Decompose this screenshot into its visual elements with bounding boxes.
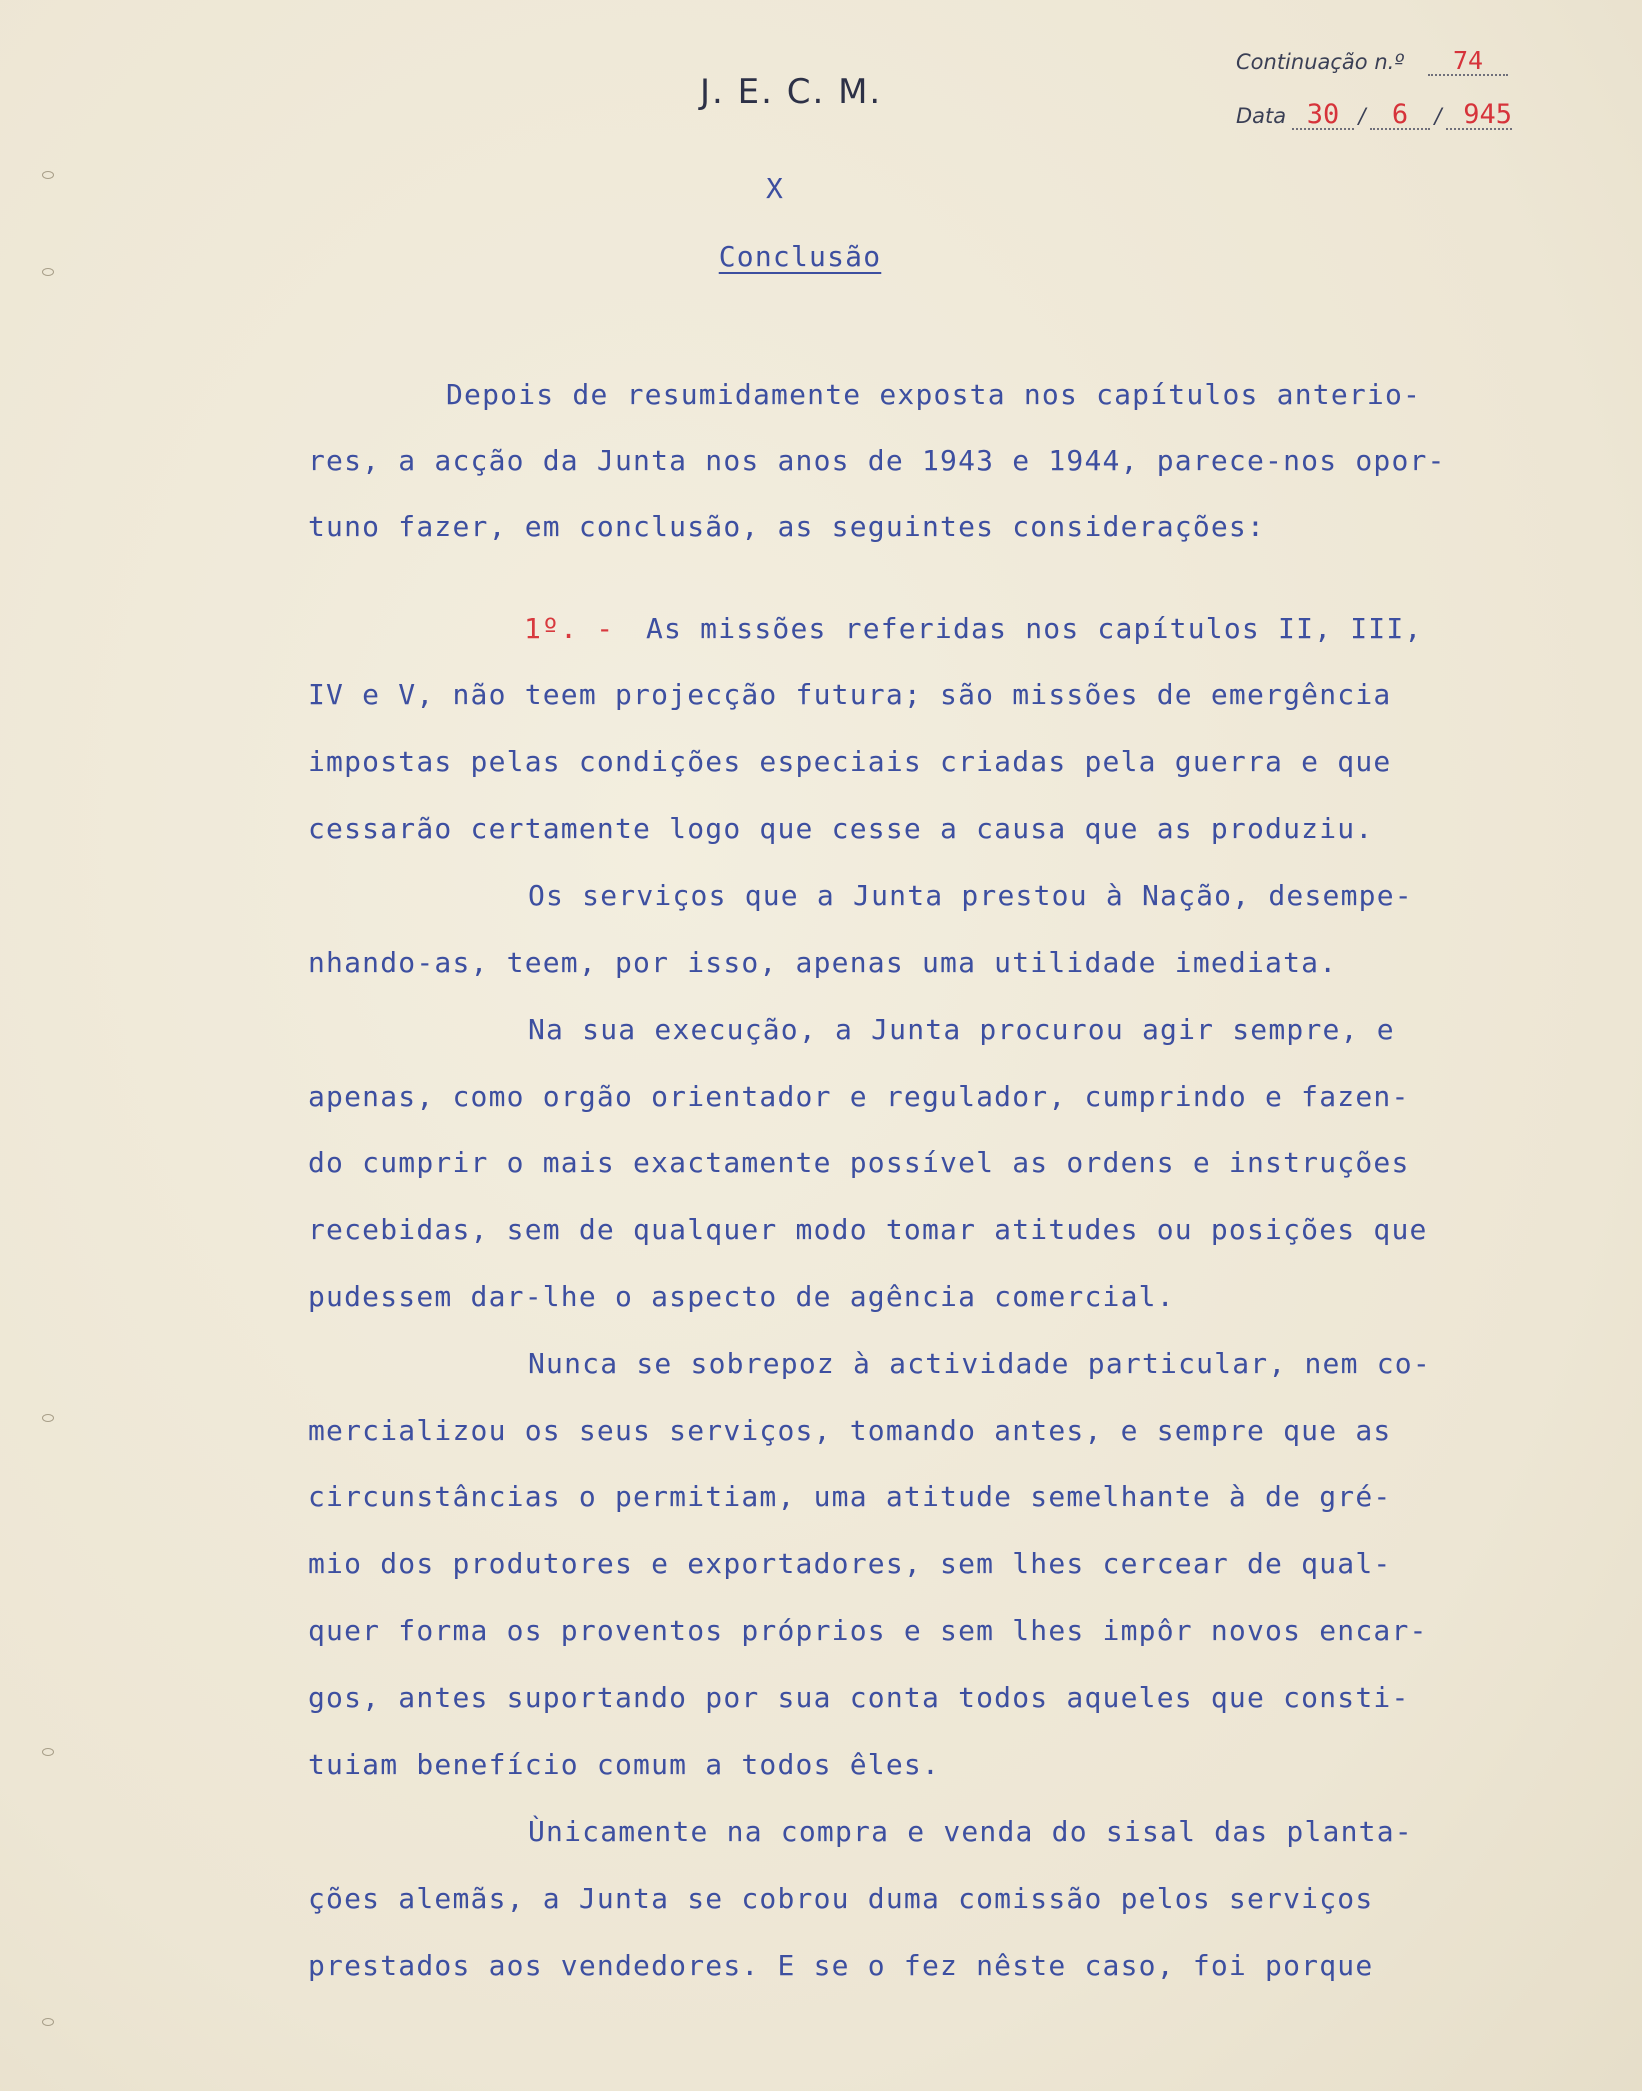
body-line: res, a acção da Junta nos anos de 1943 e 1944, parece-nos opor- [308,444,1446,477]
body-line: impostas pelas condições especiais criadas pela guerra e que [308,745,1392,778]
continuation-field [1236,48,1508,76]
section-heading: Conclusão [718,240,882,273]
date-field [1236,99,1512,130]
body-line: pudessem dar-lhe o aspecto de agência comercial. [308,1280,1175,1313]
date-year: 945 [1446,102,1512,130]
body-line: apenas, como orgão orientador e regulador, cumprindo e fazen- [308,1080,1410,1113]
body-line: do cumprir o mais exactamente possível as ordens e instruções [308,1146,1410,1179]
continuation-label: Continuação n.º [1236,50,1405,74]
body-line: quer forma os proventos próprios e sem lhes impôr novos encar- [308,1614,1428,1647]
body-line: recebidas, sem de qualquer modo tomar atitudes ou posições que [308,1213,1428,1246]
body-line: Nunca se sobrepoz à actividade particular, nem co- [528,1347,1431,1380]
body-line: mercializou os seus serviços, tomando antes, e sempre que as [308,1414,1392,1447]
continuation-number: 74 [1428,48,1508,76]
body-line: Na sua execução, a Junta procurou agir sempre, e [528,1013,1395,1046]
body-line: As missões referidas nos capítulos II, III, [646,612,1423,645]
body-line: prestados aos vendedores. E se o fez nêste caso, foi porque [308,1949,1374,1982]
letterhead-title: J. E. C. M. [700,72,883,112]
body-line: Depois de resumidamente exposta nos capítulos anterio- [446,378,1422,411]
punch-hole [42,2018,54,2026]
body-line: nhando-as, teem, por isso, apenas uma utilidade imediata. [308,946,1338,979]
body-line: tuno fazer, em conclusão, as seguintes considerações: [308,510,1266,543]
body-line: circunstâncias o permitiam, uma atitude semelhante à de gré- [308,1480,1392,1513]
body-line: gos, antes suportando por sua conta todos aqueles que consti- [308,1681,1410,1714]
punch-hole [42,268,54,276]
date-separator: / [1358,104,1366,128]
date-separator: / [1434,104,1442,128]
body-line: cessarão certamente logo que cesse a causa que as produziu. [308,812,1374,845]
body-line: Os serviços que a Junta prestou à Nação, desempe- [528,879,1413,912]
body-line: IV e V, não teem projecção futura; são missões de emergência [308,678,1392,711]
date-month: 6 [1370,102,1430,130]
date-day: 30 [1292,102,1354,130]
punch-hole [42,1414,54,1422]
date-label: Data [1236,104,1287,128]
body-line: ções alemãs, a Junta se cobrou duma comissão pelos serviços [308,1882,1374,1915]
body-line: Ùnicamente na compra e venda do sisal das planta- [528,1815,1413,1848]
chapter-numeral: X [765,172,785,205]
list-marker: 1º. - [524,612,615,645]
body-line: mio dos produtores e exportadores, sem lhes cercear de qual- [308,1547,1392,1580]
body-line: tuiam benefício comum a todos êles. [308,1748,941,1781]
punch-hole [42,1748,54,1756]
punch-hole [42,171,54,179]
